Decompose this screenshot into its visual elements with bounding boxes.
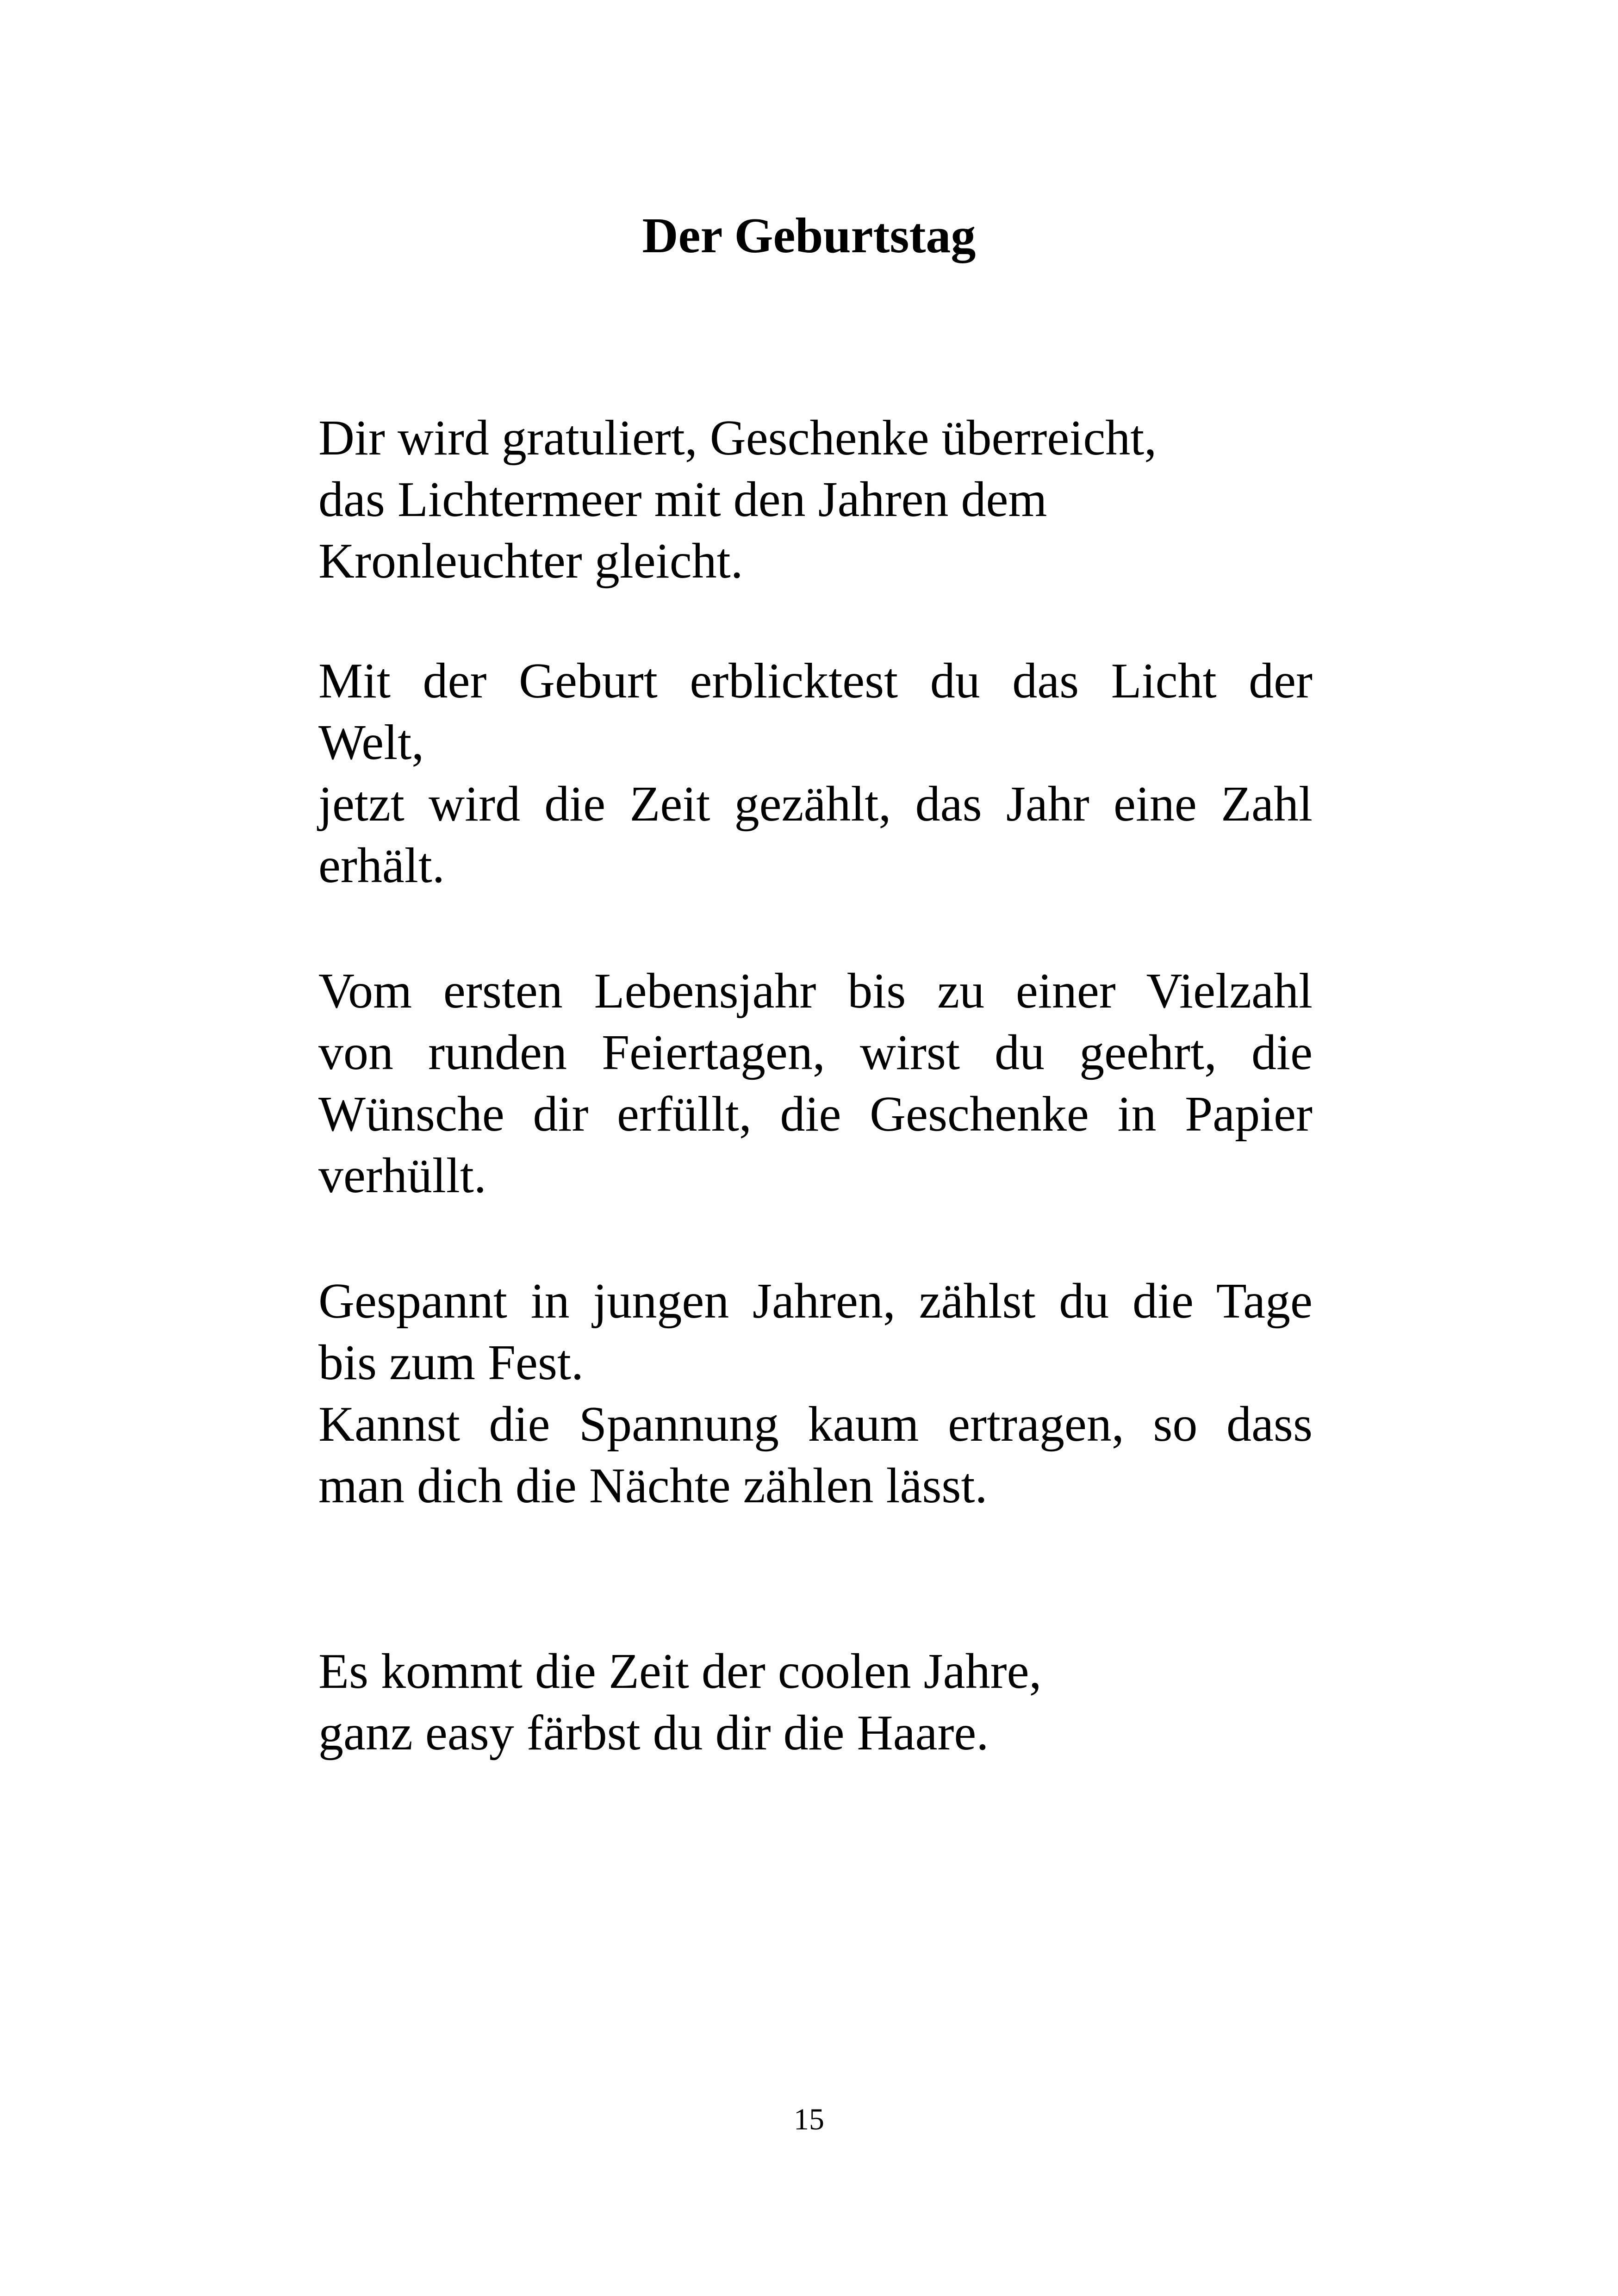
poem-line: Gespannt in jungen Jahren, zählst du die Tage xyxy=(318,1274,1313,1329)
poem-line: Dir wird gratuliert, Geschenke überreicht, xyxy=(318,411,1157,466)
poem-line: ganz easy färbst du dir die Haare. xyxy=(318,1705,989,1761)
page-number: 15 xyxy=(794,2103,824,2136)
poem-line: jetzt wird die Zeit gezählt, das Jahr eine Zahl xyxy=(318,777,1313,832)
poem-line: Vom ersten Lebensjahr bis zu einer Vielzahl xyxy=(318,964,1313,1019)
poem-line: das Lichtermeer mit den Jahren dem xyxy=(318,472,1047,527)
poem-title: Der Geburtstag xyxy=(642,208,976,263)
poem-line: verhüllt. xyxy=(318,1148,486,1203)
poem-line: Mit der Geburt erblicktest du das Licht der xyxy=(318,653,1313,709)
poem-line: Kronleuchter gleicht. xyxy=(318,534,743,589)
poem-line: man dich die Nächte zählen lässt. xyxy=(318,1458,988,1513)
stanza-5 xyxy=(318,1641,1313,1764)
poem-line: Kannst die Spannung kaum ertragen, so dass xyxy=(318,1397,1313,1452)
poem-line: von runden Feiertagen, wirst du geehrt, die xyxy=(318,1025,1313,1080)
stanza-1 xyxy=(318,407,1313,592)
poem-line: bis zum Fest. xyxy=(318,1335,584,1390)
poem-line: Welt, xyxy=(318,715,424,770)
stanza-4 xyxy=(318,1270,1313,1517)
poem-line: erhält. xyxy=(318,838,445,893)
stanza-3 xyxy=(318,960,1313,1207)
poem-line: Es kommt die Zeit der coolen Jahre, xyxy=(318,1644,1042,1699)
poem-line: Wünsche dir erfüllt, die Geschenke in Papier xyxy=(318,1087,1313,1142)
stanza-2 xyxy=(318,650,1313,896)
